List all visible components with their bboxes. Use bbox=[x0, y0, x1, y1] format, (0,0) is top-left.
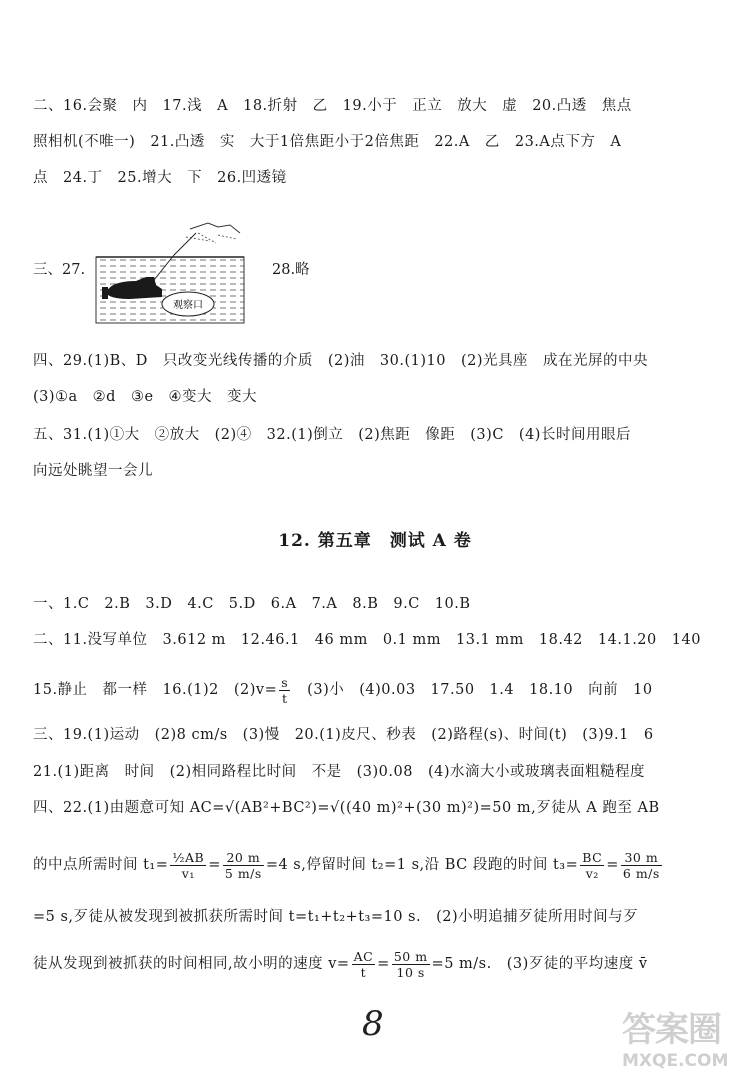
line11-text-a: 15.静止 都一样 16.(1)2 (2)v= bbox=[33, 682, 278, 698]
observation-port-label: 观察口 bbox=[173, 300, 203, 311]
fraction-denominator: 10 s bbox=[396, 964, 425, 980]
answer-line-16: =5 s,歹徒从被发现到被抓获所需时间 t=t₁+t₂+t₃=10 s. (2)小明追捕歹徒所用时间与歹 bbox=[33, 909, 639, 925]
fraction-half-ab bbox=[170, 850, 206, 881]
fraction-numerator: 50 m bbox=[393, 948, 428, 964]
fraction-denominator: 6 m/s bbox=[622, 865, 660, 881]
equals-sign: = bbox=[208, 857, 221, 873]
section-title: 12. 第五章 测试 A 卷 bbox=[278, 531, 472, 551]
watermark-logo bbox=[622, 1010, 740, 1086]
answer-line-11 bbox=[33, 670, 733, 710]
answer-28: 28.略 bbox=[272, 262, 310, 278]
equals-sign: = bbox=[606, 857, 619, 873]
equals-sign: = bbox=[377, 956, 390, 972]
line15-text-a: 的中点所需时间 t₁= bbox=[33, 857, 169, 873]
answer-line-2: 照相机(不唯一) 21.凸透 实 大于1倍焦距小于2倍焦距 22.A 乙 23.A点下方 A bbox=[33, 134, 622, 150]
watermark-url: MXQE.COM bbox=[622, 1051, 729, 1071]
fraction-denominator: 5 m/s bbox=[224, 865, 262, 881]
speed-fraction bbox=[279, 675, 290, 706]
answer-line-5: 四、29.(1)B、D 只改变光线传播的介质 (2)油 30.(1)10 (2)光具座 成在光屏的中央 bbox=[33, 353, 649, 369]
fraction-denominator: v₂ bbox=[585, 865, 599, 881]
fraction-numerator: BC bbox=[582, 849, 603, 865]
fraction-numerator: 20 m bbox=[223, 850, 264, 866]
fraction-denominator: v₁ bbox=[181, 865, 195, 881]
fraction-20m bbox=[223, 850, 264, 881]
submarine-periscope-figure bbox=[90, 215, 250, 327]
fraction-ac-t bbox=[352, 949, 376, 980]
fraction-numerator: s bbox=[281, 674, 289, 690]
fraction-denominator: t bbox=[360, 964, 367, 980]
answer-line-1: 二、16.会聚 内 17.浅 A 18.折射 乙 19.小于 正立 放大 虚 20.凸透 焦点 bbox=[33, 98, 632, 114]
line17-text-a: 徒从发现到被抓获的时间相同,故小明的速度 v= bbox=[33, 956, 350, 972]
fraction-denominator: t bbox=[281, 690, 288, 706]
answer-line-10: 二、11.没写单位 3.612 m 12.46.1 46 mm 0.1 mm 13.1 mm 18.42 14.1.20 140 bbox=[33, 632, 701, 648]
answer-line-6: (3)①a ②d ③e ④变大 变大 bbox=[33, 389, 258, 405]
fraction-30m bbox=[621, 850, 662, 881]
answer-line-8: 向远处眺望一会儿 bbox=[33, 463, 153, 479]
fraction-numerator: 30 m bbox=[621, 850, 662, 866]
watermark-text: 答案圈 bbox=[622, 1010, 721, 1050]
fraction-numerator: AC bbox=[353, 948, 374, 964]
answer-label-27: 三、27. bbox=[33, 262, 86, 278]
fraction-50m-10s bbox=[392, 949, 430, 980]
fraction-bc bbox=[580, 850, 604, 881]
answer-line-3: 点 24.丁 25.增大 下 26.凹透镜 bbox=[33, 170, 287, 186]
answer-line-7: 五、31.(1)①大 ②放大 (2)④ 32.(1)倒立 (2)焦距 像距 (3)C (4)长时间用眼后 bbox=[33, 427, 631, 443]
line11-text-b: (3)小 (4)0.03 17.50 1.4 18.10 向前 10 bbox=[292, 682, 653, 698]
line17-text-b: =5 m/s. (3)歹徒的平均速度 v̄ bbox=[431, 956, 648, 972]
answer-line-14: 四、22.(1)由题意可知 AC=√(AB²+BC²)=√((40 m)²+(30 m)²)=50 m,歹徒从 A 跑至 AB bbox=[33, 800, 660, 816]
answer-line-13: 21.(1)距离 时间 (2)相同路程比时间 不是 (3)0.08 (4)水滴大小或玻璃表面粗糙程度 bbox=[33, 764, 645, 780]
answer-line-9: 一、1.C 2.B 3.D 4.C 5.D 6.A 7.A 8.B 9.C 10.B bbox=[33, 596, 471, 612]
answer-line-17 bbox=[33, 944, 733, 984]
page-number: 8 bbox=[362, 1004, 384, 1044]
fraction-numerator: ½AB bbox=[172, 849, 205, 865]
answer-line-12: 三、19.(1)运动 (2)8 cm/s (3)慢 20.(1)皮尺、秒表 (2)路程(s)、时间(t) (3)9.1 6 bbox=[33, 727, 654, 743]
answer-line-15 bbox=[33, 842, 733, 888]
line15-text-b: =4 s,停留时间 t₂=1 s,沿 BC 段跑的时间 t₃= bbox=[265, 857, 579, 873]
